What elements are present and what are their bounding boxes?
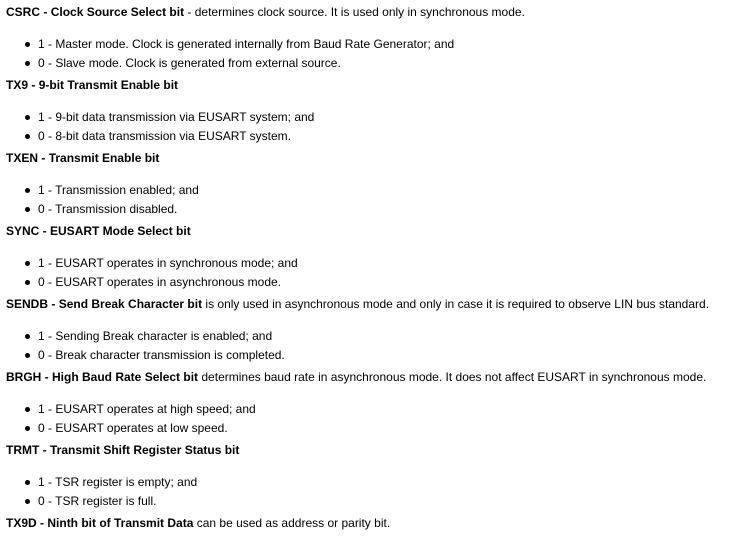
bullet-icon [25, 134, 30, 139]
list-item-text: 1 - TSR register is empty; and [38, 475, 198, 489]
list-item [6, 400, 754, 419]
bullet-icon [25, 426, 30, 431]
bit-title: Send Break Character bit [58, 297, 203, 311]
bullet-icon [25, 115, 30, 120]
list-item [6, 54, 754, 73]
bit-separator: - [38, 151, 49, 165]
list-item-text: 1 - Transmission enabled; and [38, 183, 199, 197]
bullet-icon [25, 407, 30, 412]
list-item-text: 0 - TSR register is full. [38, 494, 157, 508]
bit-title: Ninth bit of Transmit Data [47, 516, 194, 530]
list-item [6, 419, 754, 438]
list-item [6, 346, 754, 365]
bit-separator: - [39, 443, 50, 457]
bit-description: is only used in asynchronous mode and only in case it is required to observe LIN bus standard. [202, 297, 710, 311]
bit-heading [6, 438, 754, 462]
bit-code: SENDB [6, 297, 49, 311]
bit-section-sync [6, 219, 754, 292]
bit-heading [6, 511, 754, 535]
bit-separator: - [41, 370, 53, 384]
bit-separator: - [28, 78, 39, 92]
bit-section-brgh [6, 365, 754, 438]
bit-values-list [6, 108, 754, 146]
bit-title: Transmit Enable bit [48, 151, 160, 165]
register-bit-description [6, 0, 754, 535]
list-item [6, 35, 754, 54]
bit-values-list [6, 181, 754, 219]
bit-description: determines baud rate in asynchronous mode. It does not affect EUSART in synchronous mode. [198, 370, 707, 384]
bit-values-list [6, 400, 754, 438]
bit-heading [6, 73, 754, 97]
list-item-text: 0 - 8-bit data transmission via EUSART system. [38, 129, 291, 143]
bullet-icon [25, 207, 30, 212]
bit-heading [6, 219, 754, 243]
bit-code: TX9D [6, 516, 37, 530]
bit-section-trmt [6, 438, 754, 511]
list-item [6, 181, 754, 200]
bit-separator: - [48, 297, 59, 311]
list-item [6, 473, 754, 492]
bullet-icon [25, 61, 30, 66]
list-item-text: 1 - EUSART operates in synchronous mode; and [38, 256, 298, 270]
bit-title: 9-bit Transmit Enable bit [38, 78, 179, 92]
bit-separator: - [40, 5, 51, 19]
bullet-icon [25, 499, 30, 504]
bullet-icon [25, 353, 30, 358]
bit-section-csrc [6, 0, 754, 73]
bit-section-txen [6, 146, 754, 219]
list-item [6, 200, 754, 219]
bit-values-list [6, 254, 754, 292]
list-item [6, 327, 754, 346]
list-item [6, 108, 754, 127]
bit-code: TRMT [6, 443, 40, 457]
bit-title: High Baud Rate Select bit [52, 370, 199, 384]
bullet-icon [25, 280, 30, 285]
list-item [6, 492, 754, 511]
bit-heading [6, 0, 754, 24]
bit-title: Clock Source Select bit [50, 5, 185, 19]
bit-section-sendb [6, 292, 754, 365]
bit-title: Transmit Shift Register Status bit [50, 443, 240, 457]
list-item [6, 273, 754, 292]
bit-code: SYNC [6, 224, 40, 238]
bit-code: BRGH [6, 370, 42, 384]
bullet-icon [25, 334, 30, 339]
list-item-text: 0 - EUSART operates in asynchronous mode. [38, 275, 282, 289]
list-item-text: 1 - EUSART operates at high speed; and [38, 402, 256, 416]
bit-values-list [6, 327, 754, 365]
bit-description: can be used as address or parity bit. [193, 516, 391, 530]
bit-title: EUSART Mode Select bit [50, 224, 191, 238]
list-item-text: 1 - Sending Break character is enabled; and [38, 329, 273, 343]
bit-code: CSRC [6, 5, 41, 19]
bit-separator: - [39, 224, 51, 238]
list-item-text: 0 - Slave mode. Clock is generated from external source. [38, 56, 341, 70]
bullet-icon [25, 42, 30, 47]
list-item-text: 0 - Break character transmission is completed. [38, 348, 285, 362]
bit-separator: - [36, 516, 48, 530]
bit-heading [6, 146, 754, 170]
bit-code: TXEN [6, 151, 39, 165]
list-item [6, 254, 754, 273]
bit-section-tx9 [6, 73, 754, 146]
bit-values-list [6, 35, 754, 73]
bullet-icon [25, 261, 30, 266]
list-item-text: 1 - 9-bit data transmission via EUSART system; and [38, 110, 315, 124]
bit-section-tx9d [6, 511, 754, 535]
bit-heading [6, 292, 754, 316]
list-item [6, 127, 754, 146]
bit-code: TX9 [6, 78, 29, 92]
list-item-text: 0 - Transmission disabled. [38, 202, 178, 216]
list-item-text: 0 - EUSART operates at low speed. [38, 421, 228, 435]
bullet-icon [25, 188, 30, 193]
bullet-icon [25, 480, 30, 485]
bit-heading [6, 365, 754, 389]
bit-description: - determines clock source. It is used only in synchronous mode. [184, 5, 525, 19]
list-item-text: 1 - Master mode. Clock is generated internally from Baud Rate Generator; and [38, 37, 455, 51]
bit-values-list [6, 473, 754, 511]
